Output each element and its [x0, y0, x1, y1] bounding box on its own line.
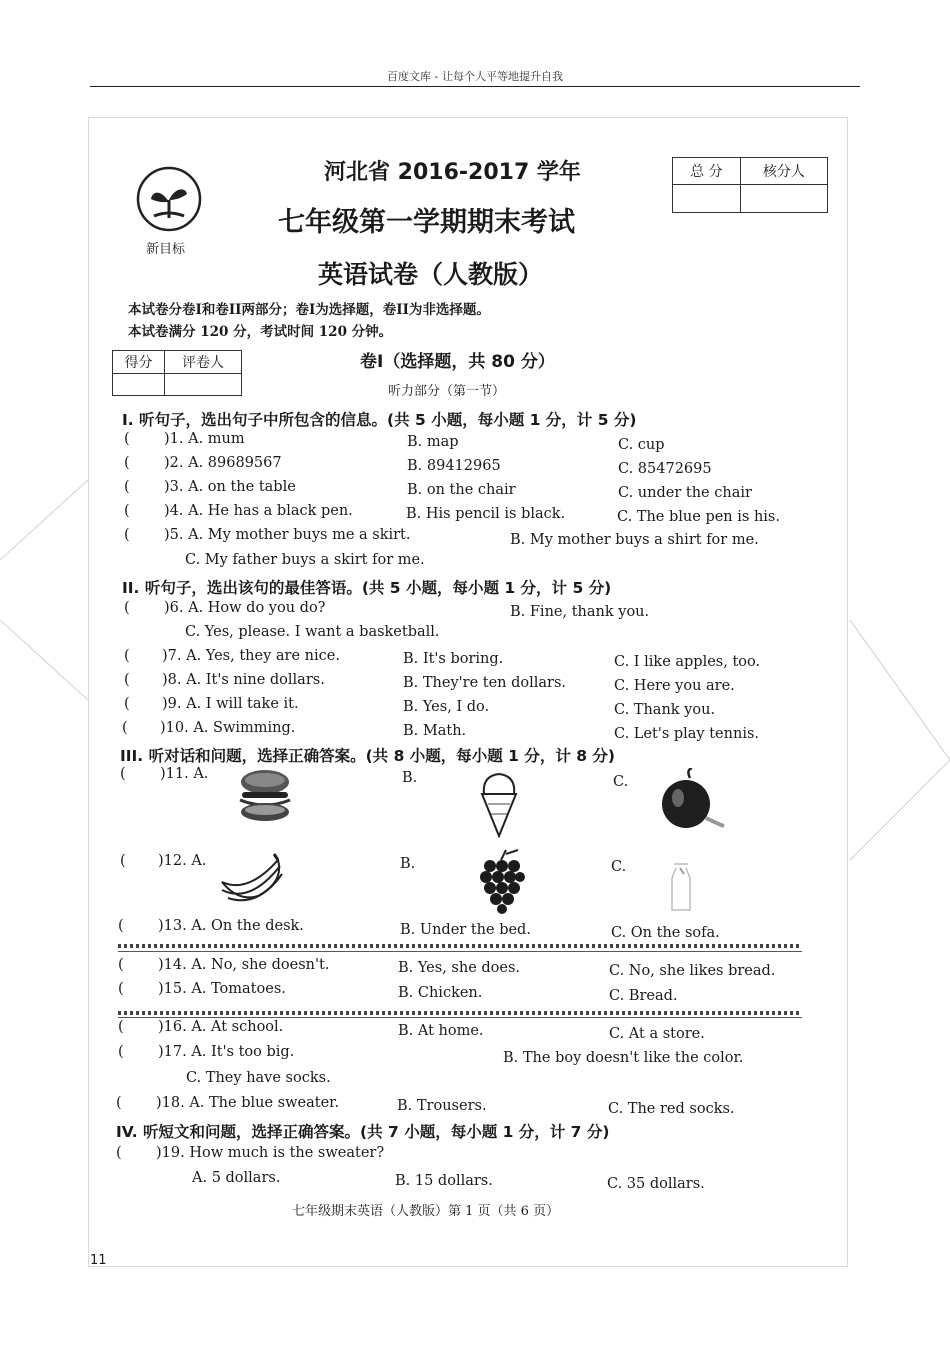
q13-option-b: B. Under the bed.: [400, 922, 531, 938]
q15-option-a: )15. A. Tomatoes.: [158, 981, 286, 997]
paren: (: [118, 1019, 124, 1035]
q8-option-a: )8. A. It's nine dollars.: [162, 672, 325, 688]
paren: (: [124, 455, 130, 471]
total-score-box: [672, 157, 828, 213]
exam-title: 七年级第一学期期末考试: [278, 207, 575, 238]
q1-option-c: C. cup: [618, 437, 665, 453]
paren: (: [116, 1095, 122, 1111]
q14-option-b: B. Yes, she does.: [398, 960, 521, 976]
page-number: 11: [90, 1253, 107, 1268]
q19-question: )19. How much is the sweater?: [156, 1145, 385, 1161]
checker-cell: [740, 185, 827, 213]
divider-line: [118, 1017, 802, 1018]
q14-option-a: )14. A. No, she doesn't.: [158, 957, 330, 973]
q17-option-c: C. They have socks.: [186, 1070, 331, 1086]
paren: (: [120, 853, 126, 869]
q18-option-a: )18. A. The blue sweater.: [156, 1095, 340, 1111]
grader-cell: [164, 374, 241, 396]
grapes-icon: [476, 848, 526, 914]
q16-option-b: B. At home.: [398, 1023, 484, 1039]
paren: (: [120, 766, 126, 782]
score-cell: [113, 374, 165, 396]
q3-option-b: B. on the chair: [407, 482, 516, 498]
q2-option-b: B. 89412965: [407, 458, 501, 474]
q13-option-c: C. On the sofa.: [611, 925, 720, 941]
score-label: 得分: [113, 351, 165, 374]
q17-option-a: )17. A. It's too big.: [158, 1044, 295, 1060]
q9-option-b: B. Yes, I do.: [403, 699, 490, 715]
grader-label: 评卷人: [164, 351, 241, 374]
paren: (: [124, 600, 130, 616]
divider-line: [118, 951, 802, 952]
logo-caption: 新目标: [146, 242, 186, 257]
q10-option-b: B. Math.: [403, 723, 467, 739]
q6-option-b: B. Fine, thank you.: [510, 604, 650, 620]
sprout-logo-icon: [134, 166, 204, 236]
q12-option-c: C.: [611, 859, 627, 875]
page-footer: 七年级期末英语（人教版）第 1 页（共 6 页）: [292, 1204, 560, 1219]
paren: (: [124, 672, 130, 688]
q2-option-c: C. 85472695: [618, 461, 712, 477]
section-2-heading: II. 听句子，选出该句的最佳答语。(共 5 小题，每小题 1 分，计 5 分): [122, 579, 612, 597]
hamburger-icon: [232, 768, 298, 828]
exam-year-title: 河北省 2016-2017 学年: [324, 160, 581, 185]
exam-subject-title: 英语试卷（人教版）: [318, 260, 544, 289]
checker-label: 核分人: [740, 158, 827, 185]
paren: (: [118, 957, 124, 973]
q4-option-c: C. The blue pen is his.: [617, 509, 780, 525]
q13-option-a: )13. A. On the desk.: [158, 918, 304, 934]
grader-box: [112, 350, 242, 396]
total-score-cell: [673, 185, 741, 213]
banana-icon: [218, 852, 290, 904]
paren: (: [124, 479, 130, 495]
paren: (: [118, 981, 124, 997]
q18-option-c: C. The red socks.: [608, 1101, 735, 1117]
ice-cream-icon: [476, 770, 522, 838]
q17-option-b: B. The boy doesn't like the color.: [503, 1050, 744, 1066]
q7-option-c: C. I like apples, too.: [614, 654, 761, 670]
apple-icon: [656, 768, 728, 832]
q5-option-c: C. My father buys a skirt for me.: [185, 552, 425, 568]
section-3-heading: III. 听对话和问题，选择正确答案。(共 8 小题，每小题 1 分，计 8 分): [120, 747, 615, 765]
q11-option-b: B.: [402, 770, 418, 786]
q18-option-b: B. Trousers.: [397, 1098, 487, 1114]
q5-option-a: )5. A. My mother buys me a skirt.: [164, 527, 411, 543]
q9-option-c: C. Thank you.: [614, 702, 716, 718]
q15-option-b: B. Chicken.: [398, 985, 483, 1001]
listening-subtitle: 听力部分（第一节）: [388, 384, 506, 399]
total-score-label: 总 分: [673, 158, 741, 185]
section-1-heading: I. 听句子，选出句子中所包含的信息。(共 5 小题，每小题 1 分，计 5 分): [122, 411, 637, 429]
q6-option-a: )6. A. How do you do?: [164, 600, 326, 616]
q14-option-c: C. No, she likes bread.: [609, 963, 776, 979]
q4-option-a: )4. A. He has a black pen.: [164, 503, 353, 519]
q11-option-c: C.: [613, 774, 629, 790]
q8-option-c: C. Here you are.: [614, 678, 735, 694]
wavy-divider: [118, 1011, 802, 1015]
wavy-divider: [118, 944, 802, 948]
paren: (: [118, 918, 124, 934]
paren: (: [122, 720, 128, 736]
q7-option-b: B. It's boring.: [403, 651, 504, 667]
q16-option-a: )16. A. At school.: [158, 1019, 284, 1035]
paren: (: [124, 431, 130, 447]
q7-option-a: )7. A. Yes, they are nice.: [162, 648, 340, 664]
q10-option-c: C. Let's play tennis.: [614, 726, 760, 742]
q2-option-a: )2. A. 89689567: [164, 455, 282, 471]
q1-option-a: )1. A. mum: [164, 431, 245, 447]
paren: (: [118, 1044, 124, 1060]
q5-option-b: B. My mother buys a shirt for me.: [510, 532, 759, 548]
q1-option-b: B. map: [407, 434, 459, 450]
paren: (: [124, 503, 130, 519]
q15-option-c: C. Bread.: [609, 988, 678, 1004]
paren: (: [124, 696, 130, 712]
paren: (: [124, 648, 130, 664]
q9-option-a: )9. A. I will take it.: [162, 696, 299, 712]
milk-icon: [662, 858, 700, 916]
q8-option-b: B. They're ten dollars.: [403, 675, 567, 691]
q16-option-c: C. At a store.: [609, 1026, 705, 1042]
exam-note-1: 本试卷分卷I和卷II两部分；卷I为选择题，卷II为非选择题。: [128, 302, 490, 318]
q19-option-b: B. 15 dollars.: [395, 1173, 493, 1189]
section-4-heading: IV. 听短文和问题，选择正确答案。(共 7 小题，每小题 1 分，计 7 分): [116, 1123, 610, 1141]
q19-option-c: C. 35 dollars.: [607, 1176, 705, 1192]
site-header: 百度文库 - 让每个人平等地提升自我: [387, 70, 563, 83]
q6-option-c: C. Yes, please. I want a basketball.: [185, 624, 440, 640]
part1-title: 卷I（选择题，共 80 分）: [360, 352, 555, 372]
q3-option-c: C. under the chair: [618, 485, 752, 501]
q4-option-b: B. His pencil is black.: [406, 506, 566, 522]
paren: (: [124, 527, 130, 543]
q10-option-a: )10. A. Swimming.: [160, 720, 296, 736]
q12-option-a: )12. A.: [158, 853, 207, 869]
q3-option-a: )3. A. on the table: [164, 479, 296, 495]
exam-note-2: 本试卷满分 120 分，考试时间 120 分钟。: [128, 324, 393, 340]
q11-option-a: )11. A.: [160, 766, 209, 782]
q12-option-b: B.: [400, 856, 416, 872]
q19-option-a: A. 5 dollars.: [192, 1170, 281, 1186]
paren: (: [116, 1145, 122, 1161]
